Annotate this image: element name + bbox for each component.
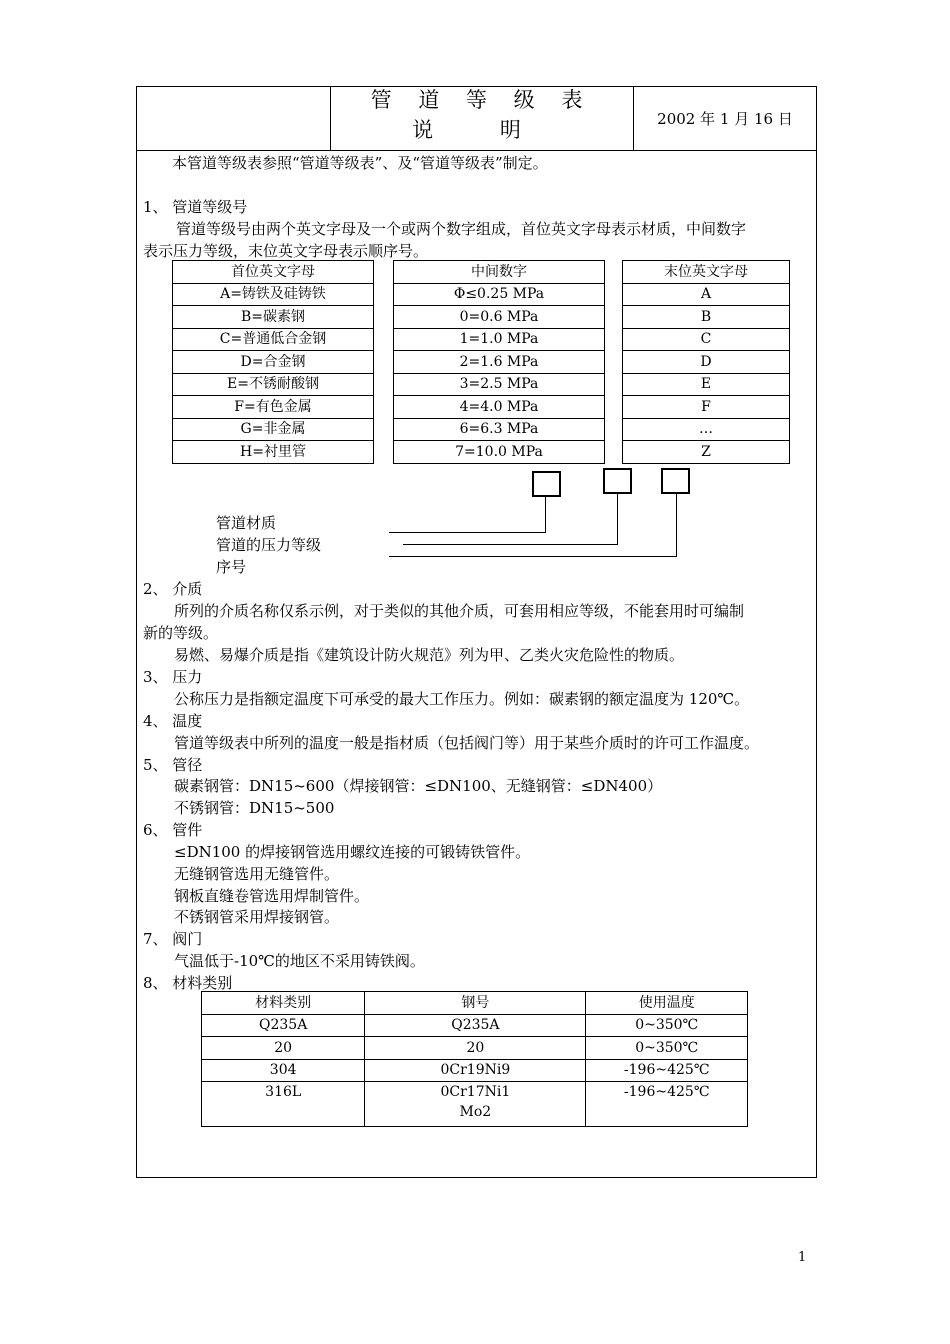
table-cell: Z: [623, 441, 790, 464]
leader-line: [389, 556, 677, 557]
table-cell-multiline: [365, 1082, 586, 1127]
code-box-pressure: [603, 468, 632, 494]
column-header: 使用温度: [586, 992, 748, 1015]
s2-para-3: 易燃、易爆介质是指《建筑设计防火规范》列为甲、乙类火灾危险性的物质。: [174, 646, 685, 664]
first-letter-table: [172, 260, 374, 464]
doc-subtitle: 说 明: [412, 118, 551, 142]
s6-para-3: 钢板直缝卷管选用焊制管件。: [174, 887, 370, 905]
table-cell: B=碳素钢: [173, 306, 374, 329]
table-cell: 0Cr19Ni9: [365, 1059, 586, 1082]
table-cell-line: 0Cr17Ni1: [440, 1084, 511, 1100]
table-cell: 1=1.0 MPa: [394, 328, 605, 351]
material-table: [201, 991, 748, 1127]
s2-para-1: 所列的介质名称仅系示例，对于类似的其他介质，可套用相应等级，不能套用时可编制: [174, 602, 745, 620]
s6-para-1: ≤DN100 的焊接钢管选用螺纹连接的可锻铸铁管件。: [174, 843, 531, 861]
table-cell: 0~350℃: [586, 1037, 748, 1060]
table-cell: Q235A: [365, 1014, 586, 1037]
page-number: 1: [798, 1250, 807, 1265]
s4-para-1: 管道等级表中所列的温度一般是指材质（包括阀门等）用于某些介质时的许可工作温度。: [174, 734, 760, 752]
table-row: [202, 1037, 748, 1060]
table-cell: 316L: [202, 1082, 365, 1127]
s7-para-1: 气温低于-10℃的地区不采用铸铁阀。: [174, 952, 425, 970]
s4-heading: 4、 温度: [143, 712, 203, 730]
s5-para-2: 不锈钢管：DN15~500: [174, 799, 335, 817]
table-cell: -196~425℃: [586, 1082, 748, 1127]
table-row: [202, 1082, 748, 1127]
s2-heading: 2、 介质: [143, 580, 203, 598]
s8-heading: 8、 材料类别: [143, 974, 233, 992]
table-cell: E=不锈耐酸钢: [173, 373, 374, 396]
s6-heading: 6、 管件: [143, 821, 203, 839]
doc-date: 2002 年 1 月 16 日: [657, 110, 793, 128]
table-row: [202, 1014, 748, 1037]
table-header: 中间数字: [394, 261, 605, 284]
leader-line: [545, 497, 546, 533]
leader-line: [617, 494, 618, 545]
table-cell: D: [623, 351, 790, 374]
middle-digit-table: [393, 260, 605, 464]
leader-line: [676, 494, 677, 557]
table-cell: H=衬里管: [173, 441, 374, 464]
table-cell: F: [623, 396, 790, 419]
table-cell: E: [623, 373, 790, 396]
last-letter-table: [622, 260, 790, 464]
table-cell: 20: [202, 1037, 365, 1060]
table-cell: 4=4.0 MPa: [394, 396, 605, 419]
s6-para-2: 无缝钢管选用无缝管件。: [174, 865, 340, 883]
s3-para-1: 公称压力是指额定温度下可承受的最大工作压力。例如：碳素钢的额定温度为 120℃。: [174, 690, 750, 708]
column-header: 钢号: [365, 992, 586, 1015]
table-cell: 3=2.5 MPa: [394, 373, 605, 396]
table-cell-line: Mo2: [459, 1104, 492, 1120]
table-header: 末位英文字母: [623, 261, 790, 284]
doc-title: 管 道 等 级 表: [370, 88, 593, 112]
table-cell: 20: [365, 1037, 586, 1060]
table-cell: -196~425℃: [586, 1059, 748, 1082]
table-cell: A=铸铁及硅铸铁: [173, 283, 374, 306]
s5-heading: 5、 管径: [143, 756, 203, 774]
code-box-sequence: [661, 468, 690, 494]
table-cell: F=有色金属: [173, 396, 374, 419]
table-cell: 0=0.6 MPa: [394, 306, 605, 329]
code-box-material: [532, 471, 561, 497]
column-header: 材料类别: [202, 992, 365, 1015]
table-cell: 0~350℃: [586, 1014, 748, 1037]
table-cell: 6=6.3 MPa: [394, 418, 605, 441]
table-cell: 7=10.0 MPa: [394, 441, 605, 464]
leader-line: [403, 544, 618, 545]
s3-heading: 3、 压力: [143, 668, 203, 686]
s1-para-1: 管道等级号由两个英文字母及一个或两个数字组成，首位英文字母表示材质，中间数字: [176, 220, 747, 238]
header-divider: [136, 150, 817, 151]
s1-heading: 1、 管道等级号: [143, 198, 248, 216]
label-material: 管道材质: [216, 514, 277, 532]
s1-para-2: 表示压力等级，末位英文字母表示顺序号。: [143, 242, 429, 260]
table-cell: …: [623, 418, 790, 441]
table-cell: Q235A: [202, 1014, 365, 1037]
table-row: [202, 1059, 748, 1082]
table-cell: C=普通低合金钢: [173, 328, 374, 351]
table-cell: 304: [202, 1059, 365, 1082]
table-cell: B: [623, 306, 790, 329]
label-sequence: 序号: [216, 558, 247, 576]
table-cell: D=合金钢: [173, 351, 374, 374]
table-header: 首位英文字母: [173, 261, 374, 284]
table-row: [202, 992, 748, 1015]
table-cell: G=非金属: [173, 418, 374, 441]
table-cell: C: [623, 328, 790, 351]
s7-heading: 7、 阀门: [143, 930, 203, 948]
leader-line: [389, 532, 546, 533]
table-cell: 2=1.6 MPa: [394, 351, 605, 374]
s2-para-2: 新的等级。: [143, 624, 219, 642]
s5-para-1: 碳素钢管：DN15~600（焊接钢管：≤DN100、无缝钢管：≤DN400）: [174, 777, 663, 795]
intro-text: 本管道等级表参照“管道等级表”、及“管道等级表”制定。: [172, 154, 548, 172]
label-pressure: 管道的压力等级: [216, 536, 322, 554]
table-cell: A: [623, 283, 790, 306]
table-cell: Φ≤0.25 MPa: [394, 283, 605, 306]
s6-para-4: 不锈钢管采用焊接钢管。: [174, 908, 340, 926]
